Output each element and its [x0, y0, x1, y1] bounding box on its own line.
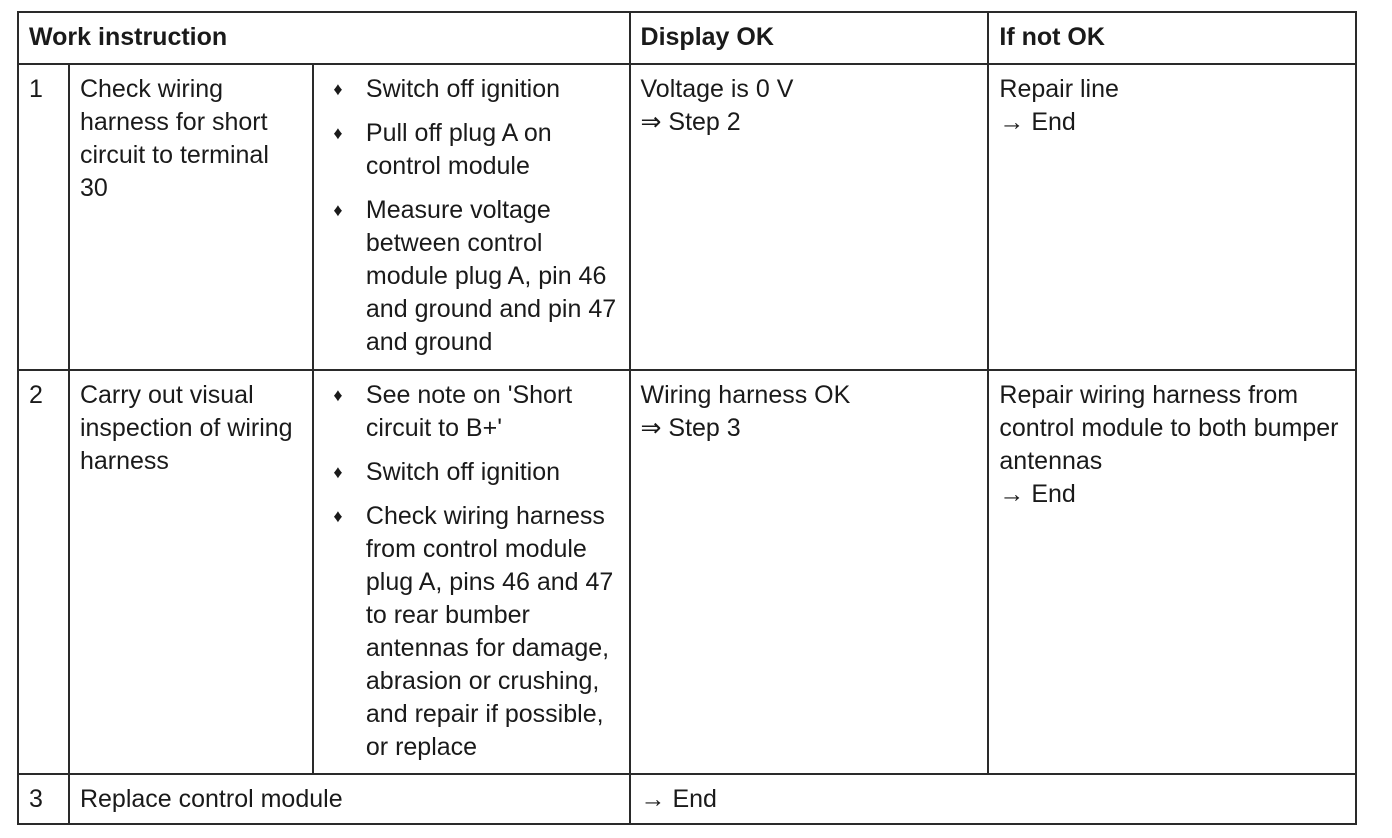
action-text: Pull off plug A on control module [365, 119, 552, 180]
step-description: Carry out visual inspection of wiring harness [69, 370, 313, 774]
diamond-bullet-icon: ♦ [333, 123, 343, 143]
display-ok-next: ⇒ Step 3 [640, 414, 741, 442]
display-ok-result: Voltage is 0 V [640, 75, 794, 103]
if-not-ok-next: → End [999, 108, 1076, 136]
if-not-ok-action: Repair line [999, 75, 1119, 103]
display-ok-cell: → End [630, 774, 1356, 824]
list-item [324, 500, 619, 764]
action-list [324, 379, 619, 764]
work-instruction-table [17, 11, 1357, 825]
step-description: Replace control module [69, 774, 630, 824]
table-header-row [18, 12, 1356, 64]
display-ok-result: Wiring harness OK [640, 381, 851, 409]
diamond-bullet-icon: ♦ [333, 506, 343, 526]
action-text: Switch off ignition [365, 75, 560, 103]
display-ok-next: ⇒ Step 2 [640, 108, 741, 136]
diamond-bullet-icon: ♦ [333, 79, 343, 99]
list-item [324, 379, 619, 445]
diamond-bullet-icon: ♦ [333, 462, 343, 482]
header-work-instruction: Work instruction [18, 12, 630, 64]
diamond-bullet-icon: ♦ [333, 385, 343, 405]
list-item [324, 194, 619, 359]
step-number: 1 [18, 64, 69, 370]
list-item [324, 117, 619, 183]
table-row [18, 774, 1356, 824]
display-ok-cell [630, 64, 989, 370]
table-row [18, 370, 1356, 774]
action-text: See note on 'Short circuit to B+' [365, 381, 573, 442]
step-actions [313, 64, 630, 370]
step-number: 2 [18, 370, 69, 774]
display-ok-cell [630, 370, 989, 774]
if-not-ok-action: Repair wiring harness from control module to both bumper antennas [999, 381, 1339, 475]
if-not-ok-next: → End [999, 480, 1076, 508]
step-number: 3 [18, 774, 69, 824]
list-item [324, 456, 619, 489]
list-item [324, 73, 619, 106]
action-text: Switch off ignition [365, 458, 560, 486]
header-if-not-ok: If not OK [988, 12, 1356, 64]
action-text: Check wiring harness from control module plug A, pins 46 and 47 to rear bumber antennas for damage, abrasion or crushing, and repair if possible, or replace [365, 502, 614, 761]
table-row [18, 64, 1356, 370]
if-not-ok-cell [988, 370, 1356, 774]
diamond-bullet-icon: ♦ [333, 200, 343, 220]
action-text: Measure voltage between control module plug A, pin 46 and ground and pin 47 and ground [365, 196, 617, 356]
header-display-ok: Display OK [630, 12, 989, 64]
step-description: Check wiring harness for short circuit to terminal 30 [69, 64, 313, 370]
if-not-ok-cell [988, 64, 1356, 370]
step-actions [313, 370, 630, 774]
action-list [324, 73, 619, 359]
